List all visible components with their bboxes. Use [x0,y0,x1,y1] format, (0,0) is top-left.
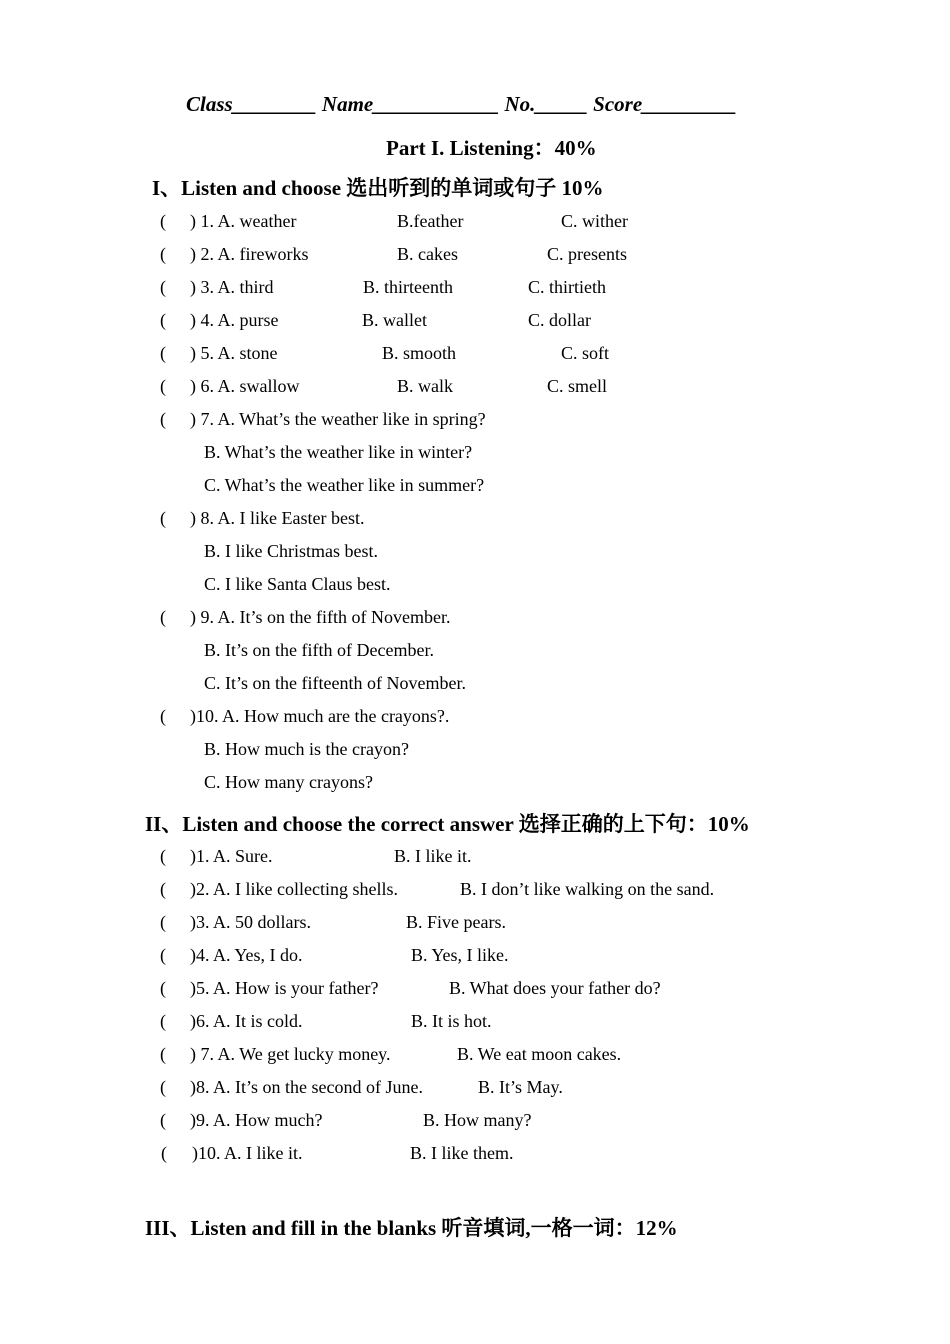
answer-paren: ( [160,978,166,998]
s2-question-4-option-a: )4. A. Yes, I do. [190,945,303,965]
question-2-option-c: C. presents [547,244,627,264]
question-4-option-c: C. dollar [528,310,591,330]
question-3-option-a: ) 3. A. third [190,277,274,297]
s2-question-2-option-a: )2. A. I like collecting shells. [190,879,398,899]
question-5-option-b: B. smooth [382,343,457,363]
section-3-title: III、Listen and fill in the blanks 听音填词,一格一词：12% [145,1216,678,1240]
question-8-option-c: C. I like Santa Claus best. [204,574,391,594]
question-6-option-b: B. walk [397,376,453,396]
question-2-option-a: ) 2. A. fireworks [190,244,309,264]
question-1-option-c: C. wither [561,211,628,231]
answer-paren: ( [160,310,166,330]
answer-paren: ( [160,277,166,297]
section-1-title: I、Listen and choose 选出听到的单词或句子 10% [152,176,604,200]
question-1-option-a: ) 1. A. weather [190,211,297,231]
question-8-option-a: ) 8. A. I like Easter best. [190,508,365,528]
s2-question-10-option-b: B. I like them. [410,1143,514,1163]
section-2-title: II、Listen and choose the correct answer 选择正确的上下句：10% [145,812,750,836]
answer-paren: ( [160,607,166,627]
part-title: Part I. Listening：40% [386,136,597,160]
answer-paren: ( [160,1110,166,1130]
answer-paren: ( [160,846,166,866]
question-2-option-b: B. cakes [397,244,458,264]
answer-paren: ( [161,1143,167,1163]
s2-question-5-option-a: )5. A. How is your father? [190,978,379,998]
question-10-option-b: B. How much is the crayon? [204,739,409,759]
answer-paren: ( [160,508,166,528]
s2-question-6-option-b: B. It is hot. [411,1011,492,1031]
s2-question-5-option-b: B. What does your father do? [449,978,661,998]
student-info-header: Class________ Name____________ No._____ Score_________ [186,92,737,116]
s2-question-1-option-a: )1. A. Sure. [190,846,273,866]
s2-question-10-option-a: )10. A. I like it. [192,1143,303,1163]
answer-paren: ( [160,706,166,726]
question-9-option-a: ) 9. A. It’s on the fifth of November. [190,607,451,627]
question-5-option-c: C. soft [561,343,610,363]
s2-question-4-option-b: B. Yes, I like. [411,945,509,965]
question-8-option-b: B. I like Christmas best. [204,541,378,561]
s2-question-7-option-b: B. We eat moon cakes. [457,1044,622,1064]
answer-paren: ( [160,376,166,396]
question-4-option-b: B. wallet [362,310,427,330]
question-7-option-c: C. What’s the weather like in summer? [204,475,485,495]
question-6-option-c: C. smell [547,376,608,396]
answer-paren: ( [160,409,166,429]
answer-paren: ( [160,912,166,932]
s2-question-6-option-a: )6. A. It is cold. [190,1011,303,1031]
s2-question-8-option-b: B. It’s May. [478,1077,563,1097]
s2-question-3-option-a: )3. A. 50 dollars. [190,912,311,932]
question-1-option-b: B.feather [397,211,464,231]
s2-question-3-option-b: B. Five pears. [406,912,506,932]
s2-question-8-option-a: )8. A. It’s on the second of June. [190,1077,423,1097]
question-10-option-a: )10. A. How much are the crayons?. [190,706,450,726]
question-3-option-b: B. thirteenth [363,277,453,297]
question-6-option-a: ) 6. A. swallow [190,376,300,396]
question-5-option-a: ) 5. A. stone [190,343,278,363]
question-9-option-b: B. It’s on the fifth of December. [204,640,434,660]
s2-question-2-option-b: B. I don’t like walking on the sand. [460,879,715,899]
question-9-option-c: C. It’s on the fifteenth of November. [204,673,466,693]
s2-question-9-option-a: )9. A. How much? [190,1110,323,1130]
answer-paren: ( [160,945,166,965]
answer-paren: ( [160,1077,166,1097]
answer-paren: ( [160,211,166,231]
question-7-option-a: ) 7. A. What’s the weather like in spring? [190,409,486,429]
s2-question-1-option-b: B. I like it. [394,846,472,866]
s2-question-9-option-b: B. How many? [423,1110,532,1130]
answer-paren: ( [160,343,166,363]
question-10-option-c: C. How many crayons? [204,772,373,792]
answer-paren: ( [160,879,166,899]
s2-question-7-option-a: ) 7. A. We get lucky money. [190,1044,391,1064]
answer-paren: ( [160,1044,166,1064]
answer-paren: ( [160,1011,166,1031]
question-7-option-b: B. What’s the weather like in winter? [204,442,473,462]
question-4-option-a: ) 4. A. purse [190,310,279,330]
question-3-option-c: C. thirtieth [528,277,606,297]
answer-paren: ( [160,244,166,264]
